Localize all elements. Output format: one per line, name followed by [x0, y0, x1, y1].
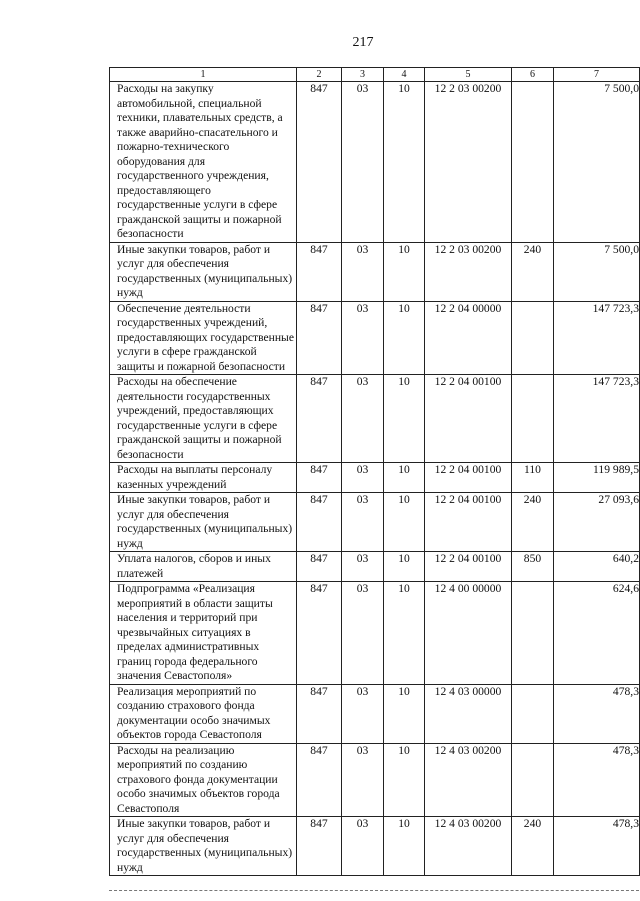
- cell-code: 847: [297, 552, 342, 582]
- cell-amount: 119 989,5: [554, 463, 640, 493]
- cell-section: 03: [342, 463, 384, 493]
- cell-amount: 7 500,0: [554, 242, 640, 301]
- cell-name: Реализация мероприятий по созданию страхового фонда документации особо значимых объектов города Севастополя: [110, 684, 297, 743]
- cell-subsection: 10: [384, 743, 425, 817]
- cell-target-article: 12 4 03 00000: [425, 684, 512, 743]
- cell-subsection: 10: [384, 493, 425, 552]
- cell-amount: 478,3: [554, 817, 640, 876]
- cell-expense-type: 240: [512, 242, 554, 301]
- cell-code: 847: [297, 817, 342, 876]
- cell-name: Расходы на выплаты персоналу казенных учреждений: [110, 463, 297, 493]
- cell-name: Иные закупки товаров, работ и услуг для обеспечения государственных (муниципальных) нужд: [110, 242, 297, 301]
- table-row: [110, 463, 640, 493]
- cell-code: 847: [297, 375, 342, 463]
- cell-amount: 478,3: [554, 684, 640, 743]
- cell-target-article: 12 2 04 00100: [425, 493, 512, 552]
- cell-code: 847: [297, 684, 342, 743]
- header-col-7: 7: [554, 68, 640, 82]
- cell-amount: 624,6: [554, 582, 640, 685]
- cell-code: 847: [297, 82, 342, 243]
- cell-section: 03: [342, 493, 384, 552]
- cell-subsection: 10: [384, 242, 425, 301]
- cell-subsection: 10: [384, 684, 425, 743]
- cell-subsection: 10: [384, 82, 425, 243]
- cell-section: 03: [342, 817, 384, 876]
- table-row: [110, 242, 640, 301]
- cell-target-article: 12 2 04 00100: [425, 463, 512, 493]
- cell-subsection: 10: [384, 817, 425, 876]
- page-number: 217: [352, 35, 374, 50]
- cell-code: 847: [297, 743, 342, 817]
- cell-subsection: 10: [384, 463, 425, 493]
- cell-target-article: 12 4 00 00000: [425, 582, 512, 685]
- cell-expense-type: [512, 743, 554, 817]
- cell-amount: 7 500,0: [554, 82, 640, 243]
- cell-expense-type: 110: [512, 463, 554, 493]
- table-body: [110, 82, 640, 876]
- budget-table: [109, 67, 640, 876]
- table-row: [110, 82, 640, 243]
- table-row: [110, 493, 640, 552]
- header-col-1: 1: [110, 68, 297, 82]
- cell-expense-type: 240: [512, 817, 554, 876]
- cell-section: 03: [342, 301, 384, 375]
- cell-name: Расходы на реализацию мероприятий по созданию страхового фонда документации особо значимых объектов города Севастополя: [110, 743, 297, 817]
- table-row: [110, 684, 640, 743]
- cell-section: 03: [342, 684, 384, 743]
- cell-name: Обеспечение деятельности государственных учреждений, предоставляющих государственные услуги в сфере гражданской защиты и пожарной безопасности: [110, 301, 297, 375]
- table-header-row: [110, 68, 640, 82]
- page-bottom-rule: [109, 890, 639, 891]
- cell-expense-type: 850: [512, 552, 554, 582]
- cell-section: 03: [342, 82, 384, 243]
- header-col-5: 5: [425, 68, 512, 82]
- cell-subsection: 10: [384, 552, 425, 582]
- cell-name: Уплата налогов, сборов и иных платежей: [110, 552, 297, 582]
- table-row: [110, 552, 640, 582]
- cell-subsection: 10: [384, 301, 425, 375]
- cell-expense-type: [512, 684, 554, 743]
- cell-code: 847: [297, 493, 342, 552]
- cell-name: Иные закупки товаров, работ и услуг для обеспечения государственных (муниципальных) нужд: [110, 817, 297, 876]
- cell-target-article: 12 4 03 00200: [425, 817, 512, 876]
- cell-amount: 640,2: [554, 552, 640, 582]
- table-row: [110, 301, 640, 375]
- cell-expense-type: 240: [512, 493, 554, 552]
- cell-expense-type: [512, 375, 554, 463]
- cell-expense-type: [512, 301, 554, 375]
- cell-name: Иные закупки товаров, работ и услуг для обеспечения государственных (муниципальных) нужд: [110, 493, 297, 552]
- cell-amount: 27 093,6: [554, 493, 640, 552]
- cell-section: 03: [342, 582, 384, 685]
- header-col-6: 6: [512, 68, 554, 82]
- table-row: [110, 817, 640, 876]
- cell-code: 847: [297, 463, 342, 493]
- cell-subsection: 10: [384, 375, 425, 463]
- cell-amount: 147 723,3: [554, 375, 640, 463]
- cell-section: 03: [342, 242, 384, 301]
- cell-target-article: 12 2 04 00100: [425, 552, 512, 582]
- header-col-2: 2: [297, 68, 342, 82]
- header-col-3: 3: [342, 68, 384, 82]
- cell-name: Подпрограмма «Реализация мероприятий в области защиты населения и территорий при чрезвычайных ситуациях в пределах административных границ города федерального значения Севастополя»: [110, 582, 297, 685]
- cell-code: 847: [297, 582, 342, 685]
- cell-name: Расходы на обеспечение деятельности государственных учреждений, предоставляющих государственные услуги в сфере гражданской защиты и пожарной безопасности: [110, 375, 297, 463]
- cell-amount: 478,3: [554, 743, 640, 817]
- header-col-4: 4: [384, 68, 425, 82]
- cell-code: 847: [297, 301, 342, 375]
- cell-expense-type: [512, 82, 554, 243]
- table-row: [110, 743, 640, 817]
- cell-code: 847: [297, 242, 342, 301]
- cell-target-article: 12 2 03 00200: [425, 242, 512, 301]
- cell-section: 03: [342, 743, 384, 817]
- cell-subsection: 10: [384, 582, 425, 685]
- cell-target-article: 12 2 03 00200: [425, 82, 512, 243]
- cell-section: 03: [342, 375, 384, 463]
- table-row: [110, 375, 640, 463]
- cell-amount: 147 723,3: [554, 301, 640, 375]
- cell-target-article: 12 2 04 00100: [425, 375, 512, 463]
- cell-name: Расходы на закупку автомобильной, специальной техники, плавательных средств, а также аварийно-спасательного и пожарно-технического оборудования для государственного учреждения, предоставляющего государственные услуги в сфере гражданской защиты и пожарной безопасности: [110, 82, 297, 243]
- table-row: [110, 582, 640, 685]
- cell-target-article: 12 2 04 00000: [425, 301, 512, 375]
- cell-expense-type: [512, 582, 554, 685]
- cell-section: 03: [342, 552, 384, 582]
- cell-target-article: 12 4 03 00200: [425, 743, 512, 817]
